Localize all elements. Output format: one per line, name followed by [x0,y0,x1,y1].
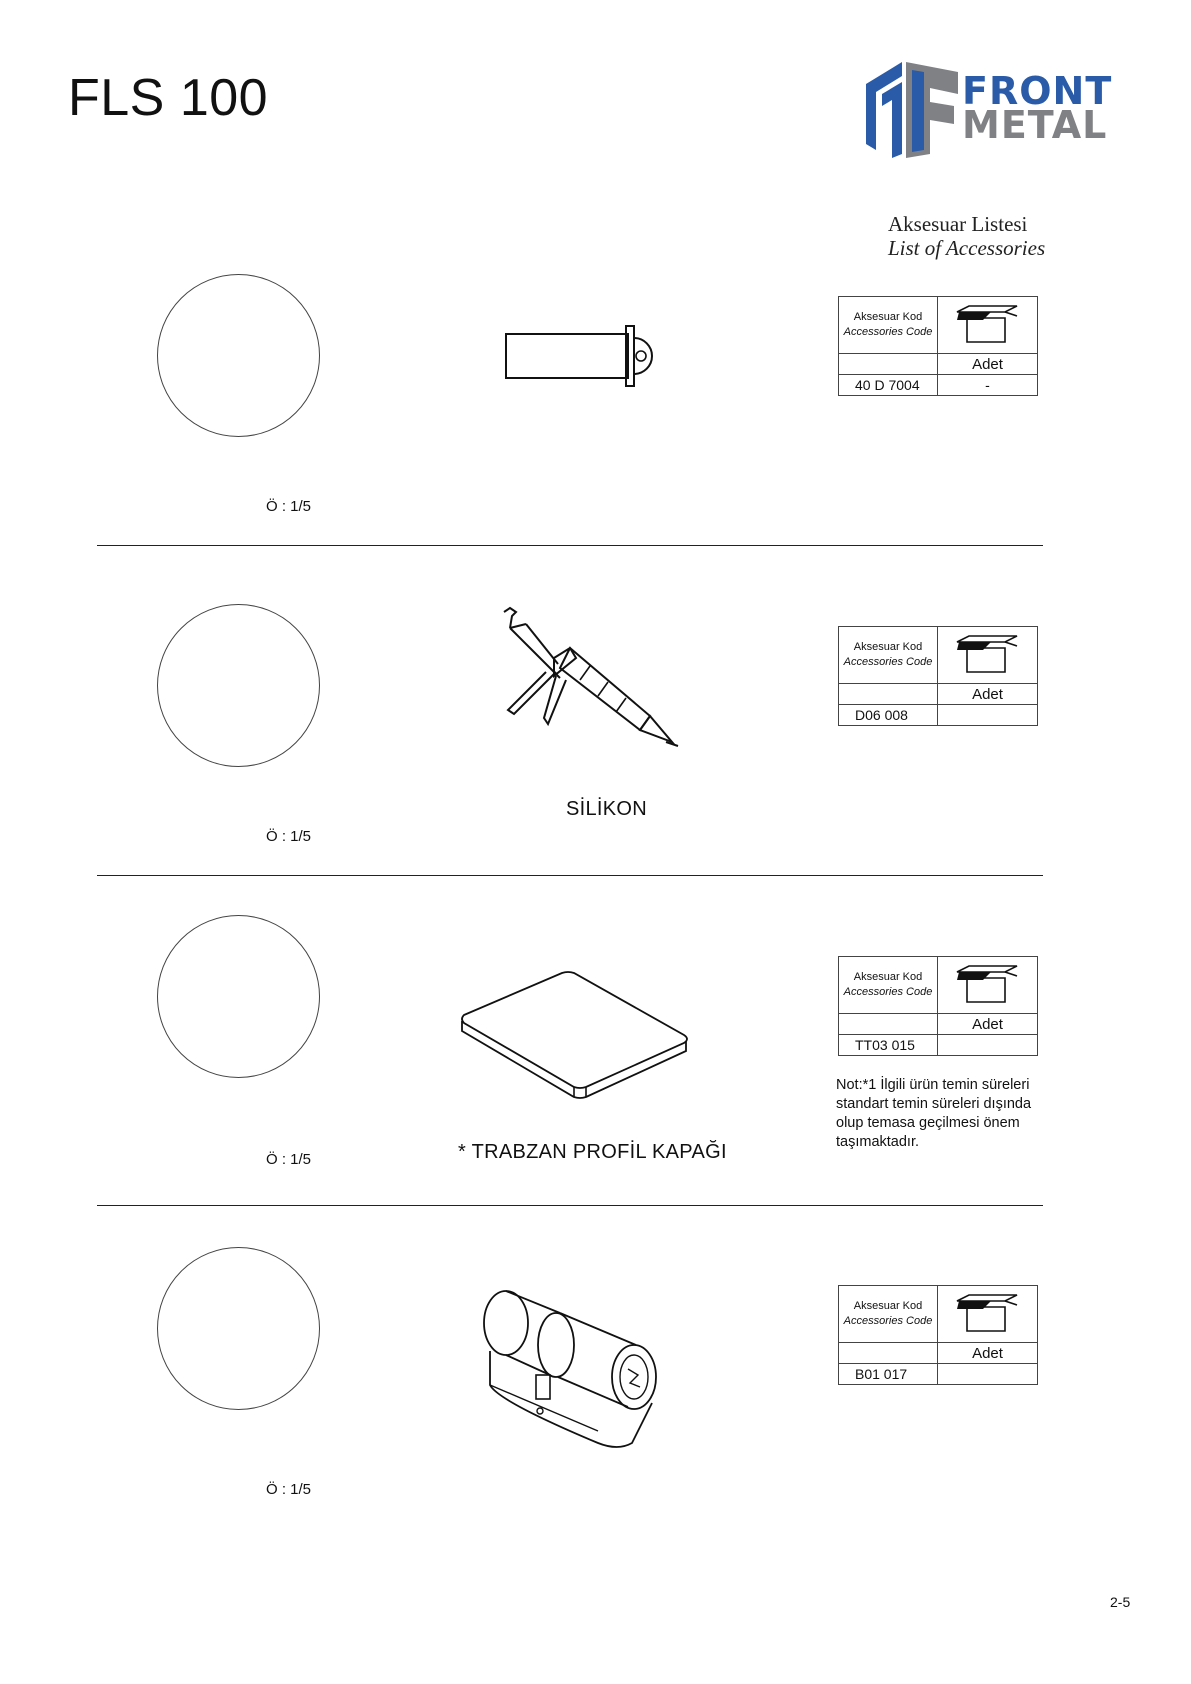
box-icon [955,304,1021,344]
accessory-table [838,296,1038,396]
accessory-code: D06 008 [839,705,938,726]
qty-header [938,297,1038,354]
item-caption: * TRABZAN PROFİL KAPAĞI [458,1141,727,1163]
accessory-qty: - [938,375,1038,396]
note-text: Not:*1 İlgili ürün temin süreleri standart temin süreleri dışında olup temasa geçilmesi önem taşımaktadır. [836,1077,1032,1150]
code-header [839,957,938,1014]
accessory-table [838,626,1038,726]
scale-label: Ö : 1/5 [266,828,312,845]
item-photo-placeholder [157,1247,320,1410]
accessories-header [888,212,1045,260]
qty-label: Adet [938,1014,1038,1035]
code-header-tr: Aksesuar Kod [853,311,923,323]
profile-cap-icon [458,971,694,1111]
code-header-tr: Aksesuar Kod [853,971,923,983]
section-divider [97,875,1043,876]
section-divider [97,1205,1043,1206]
cylinder-pin-icon [500,322,670,392]
qty-label: Adet [938,354,1038,375]
accessory-code: 40 D 7004 [839,375,938,396]
logo-mark-icon [862,54,962,158]
scale-label: Ö : 1/5 [266,1151,312,1168]
qty-header [938,627,1038,684]
box-icon [955,1293,1021,1333]
accessory-table [838,956,1038,1056]
qty-header [938,1286,1038,1343]
accessory-qty [938,1035,1038,1056]
code-header-en: Accessories Code [843,656,933,668]
qty-label: Adet [938,1343,1038,1364]
logo-text-front: FRONT [962,69,1113,113]
scale-label: Ö : 1/5 [266,498,312,515]
silicone-gun-icon [496,606,686,752]
qty-label: Adet [938,684,1038,705]
accessory-code: TT03 015 [839,1035,938,1056]
accessory-section-2 [0,600,1191,930]
accessories-header-tr: Aksesuar Listesi [888,212,1028,236]
accessory-qty [938,1364,1038,1385]
code-header [839,627,938,684]
item-photo-placeholder [157,274,320,437]
box-icon [955,964,1021,1004]
qty-header [938,957,1038,1014]
accessory-section-4 [0,1243,1191,1573]
accessory-table [838,1285,1038,1385]
code-header [839,1286,938,1343]
code-header-tr: Aksesuar Kod [853,641,923,653]
code-header-tr: Aksesuar Kod [853,1300,923,1312]
accessory-qty [938,705,1038,726]
lock-cylinder-icon [478,1283,678,1473]
page-number: 2-5 [1110,1594,1131,1610]
page-title: FLS 100 [68,69,269,127]
section-divider [97,545,1043,546]
accessories-header-en: List of Accessories [888,236,1046,260]
code-header-en: Accessories Code [843,1315,933,1327]
accessory-code: B01 017 [839,1364,938,1385]
front-metal-logo [862,54,1142,158]
logo-text-metal: METAL [962,103,1108,147]
code-header-en: Accessories Code [843,986,933,998]
box-icon [955,634,1021,674]
item-caption: SİLİKON [566,798,648,820]
item-photo-placeholder [157,604,320,767]
scale-label: Ö : 1/5 [266,1481,312,1498]
accessory-section-1 [0,270,1191,600]
code-header-en: Accessories Code [843,326,933,338]
code-header [839,297,938,354]
item-photo-placeholder [157,915,320,1078]
